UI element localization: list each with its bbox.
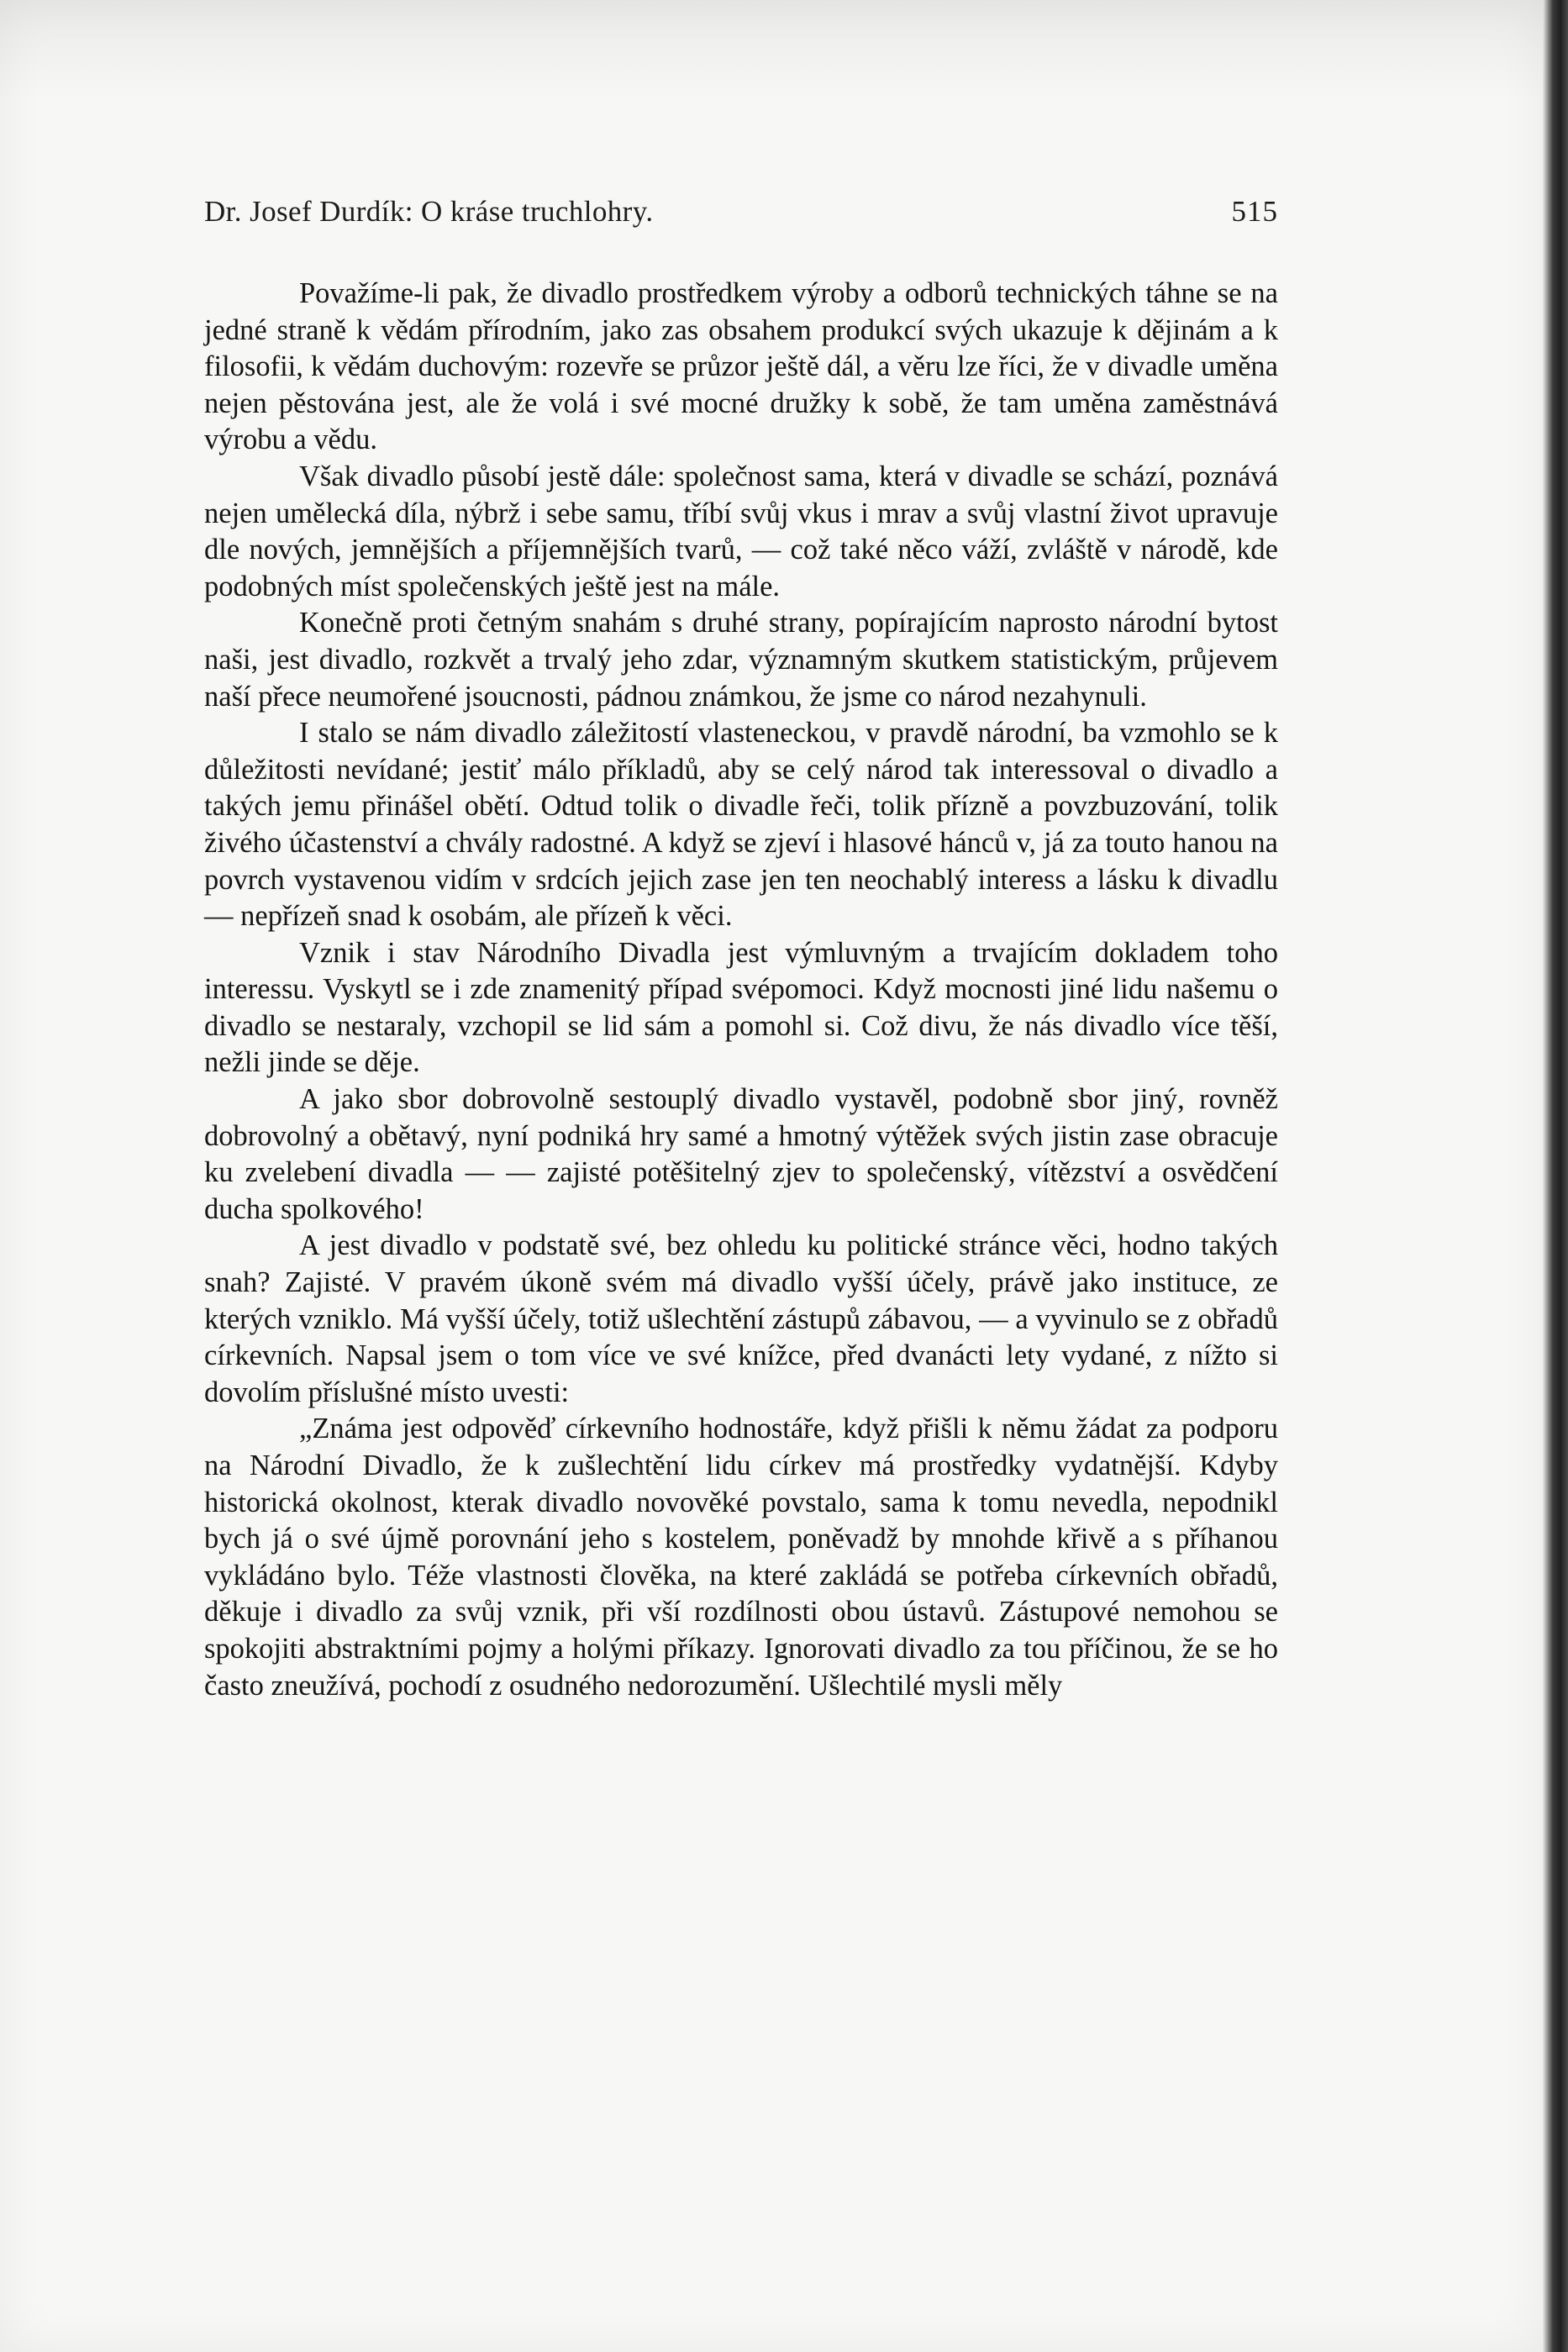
scan-shading: [0, 0, 1543, 101]
paragraph: I stalo se nám divadlo záležitostí vlasteneckou, v pravdě národní, ba vzmohlo se k důležitosti nevídané; jestiť málo příkladů, aby se celý národ tak interessoval o divadlo a takých jemu přinášel obětí. Odtud tolik o divadle řeči, tolik přízně a povzbuzování, tolik živého účastenství a chvály radostné. A když se zjeví i hlasové hánců v, já za touto hanou na povrch vystavenou vidím v srdcích jejich zase jen ten neochablý interess a lásku k divadlu — nepřízeň snad k osobám, ale přízeň k věci.: [204, 717, 1278, 933]
page-header: [204, 195, 1278, 245]
paragraph: Konečně proti četným snahám s druhé strany, popírajícím naprosto národní bytost naši, jest divadlo, rozkvět a trvalý jeho zdar, významným skutkem statistickým, průjevem naší přece neumořené jsoucnosti, pádnou známkou, že jsme co národ nezahynuli.: [204, 607, 1278, 713]
paragraph: Však divadlo působí jestě dále: společnost sama, která v divadle se schází, poznává nejen umělecká díla, nýbrž i sebe samu, tříbí svůj vkus i mrav a svůj vlastní život upravuje dle nových, jemnějších a příjemnějších tvarů, — což také něco váží, zvláště v národě, kde podobných míst společenských ještě jest na mále.: [204, 460, 1278, 602]
paragraph: Považíme-li pak, že divadlo prostředkem výroby a odborů technických táhne se na jedné straně k vědám přírodním, jako zas obsahem produkcí svých ukazuje k dějinám a k filosofii, k vědám duchovým: rozevře se průzor ještě dál, a věru lze říci, že v divadle uměna nejen pěstována jest, ale že volá i své mocné družky k sobě, že tam uměna zaměstnává výrobu a vědu.: [204, 277, 1278, 456]
page-number: 515: [1231, 195, 1278, 228]
body-text: [204, 276, 1278, 1704]
paragraph: „Známa jest odpověď církevního hodnostáře, když přišli k němu žádat za podporu na Národní Divadlo, že k zušlechtění lidu církev má prostředky vydatnější. Kdyby historická okolnost, kterak divadlo novověké povstalo, sama k tomu nevedla, nepodnikl bych já o své újmě porovnání jeho s kostelem, poněvadž by mnohde křivě a s příhanou vykládáno bylo. Téže vlastnosti člověka, na které zakládá se potřeba církevních obřadů, děkuje i divadlo za svůj vznik, při vší rozdílnosti obou ústavů. Zástupové nemohou se spokojiti abstraktními pojmy a holými příkazy. Ignorovati divadlo za tou příčinou, že se ho často zneužívá, pochodí z osudného nedorozumění. Ušlechtilé mysli měly: [204, 1413, 1278, 1702]
paragraph: Vznik i stav Národního Divadla jest výmluvným a trvajícím dokladem toho interessu. Vyskytl se i zde znamenitý případ svépomoci. Když mocnosti jiné lidu našemu o divadlo se nestaraly, vzchopil se lid sám a pomohl si. Což divu, že nás divadlo více těší, nežli jinde se děje.: [204, 936, 1278, 1079]
paragraph: A jako sbor dobrovolně sestouplý divadlo vystavěl, podobně sbor jiný, rovněž dobrovolný a obětavý, nyní podniká hry samé a hmotný výtěžek svých jistin zase obracuje ku zvelebení divadla — — zajisté potěšitelný zjev to společenský, vítězství a osvědčení ducha spolkového!: [204, 1083, 1278, 1225]
running-title: Dr. Josef Durdík: O kráse truchlohry.: [204, 195, 654, 228]
paragraph: A jest divadlo v podstatě své, bez ohledu ku politické stránce věci, hodno takých snah? Zajisté. V pravém úkoně svém má divadlo vyšší účely, právě jako instituce, ze kterých vzniklo. Má vyšší účely, totiž ušlechtění zástupů zábavou, — a vyvinulo se z obřadů církevních. Napsal jsem o tom více ve své knížce, před dvanácti lety vydané, z nížto si dovolím příslušné místo uvesti:: [204, 1229, 1278, 1408]
page-edge-binding: [1543, 0, 1568, 2352]
